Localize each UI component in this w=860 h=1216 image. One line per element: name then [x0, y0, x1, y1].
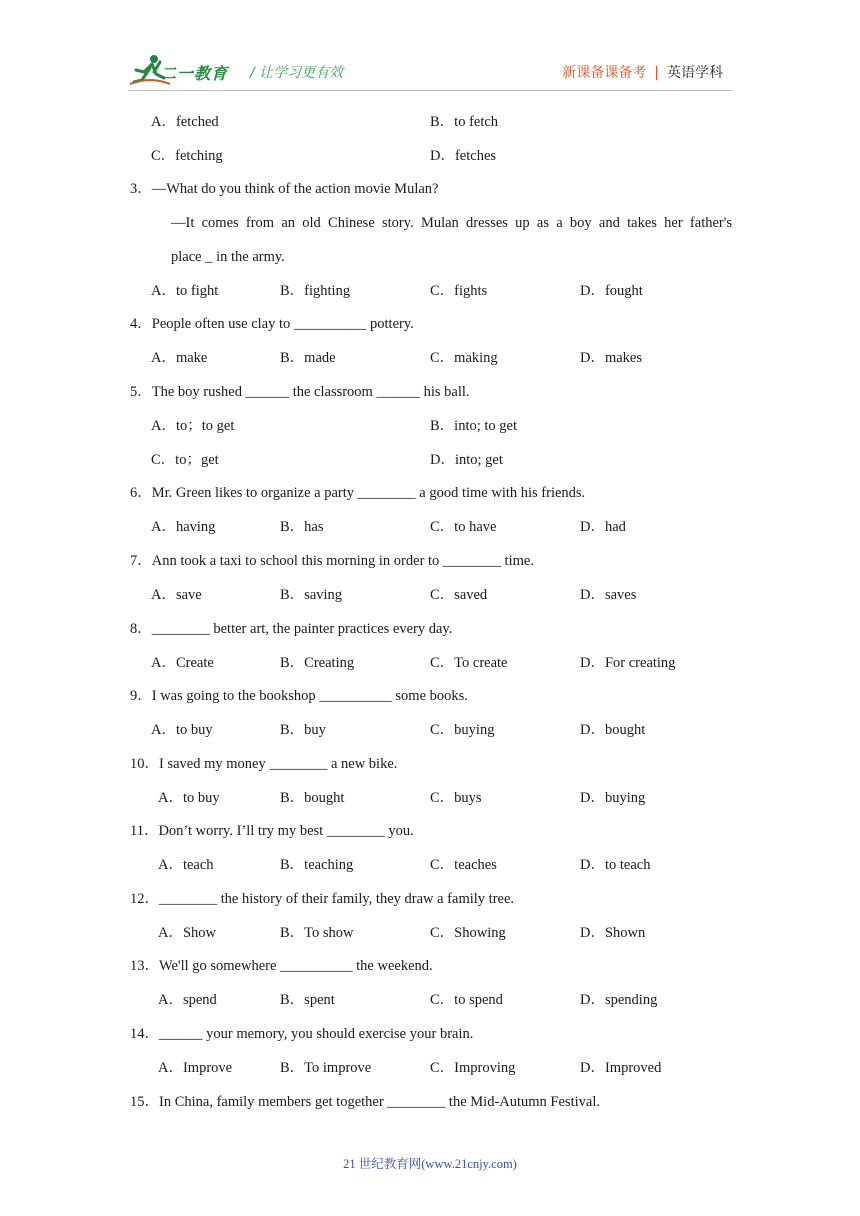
option-b: B．teaching [280, 857, 354, 873]
header-course-info [562, 62, 723, 82]
option-a: A．teach [158, 857, 214, 873]
page-header [0, 0, 860, 96]
option-a: A．save [151, 587, 202, 603]
option-a: A．to；to get [151, 418, 235, 434]
question-stem: 7．Ann took a taxi to school this morning in order to ________ time. [130, 553, 534, 569]
question-stem: 14．______ your memory, you should exercise your brain. [130, 1026, 474, 1042]
option-a: A．fetched [151, 114, 219, 130]
header-divider [128, 90, 732, 91]
question-stem: 4．People often use clay to __________ pottery. [130, 316, 414, 332]
question-stem: 8．________ better art, the painter practices every day. [130, 621, 453, 637]
option-d: D．fetches [430, 148, 497, 164]
header-slogan: / 让学习更有效 [250, 65, 344, 81]
option-a: A．Create [151, 655, 214, 671]
option-d: D．buying [580, 790, 646, 806]
option-d: D．to teach [580, 857, 651, 873]
option-c: C．fetching [151, 148, 223, 164]
option-b: B．Creating [280, 655, 355, 671]
option-a: A．make [151, 350, 208, 366]
option-a: A．Show [158, 925, 217, 941]
option-c: C．buys [430, 790, 482, 806]
option-c: C．to spend [430, 992, 503, 1008]
option-b: B．buy [280, 722, 326, 738]
option-b: B．To show [280, 925, 354, 941]
option-b: B．made [280, 350, 336, 366]
question-stem: 11．Don’t worry. I’ll try my best ________ you. [130, 823, 414, 839]
question-dialog-line: place _ in the army. [171, 249, 285, 265]
option-c: C．to have [430, 519, 497, 535]
option-b: B．to fetch [430, 114, 499, 130]
page-footer: 21 世纪教育网(www.21cnjy.com) [343, 1157, 517, 1171]
header-course: 新课备课备考 [562, 65, 647, 81]
option-c: C．saved [430, 587, 488, 603]
option-d: D．Improved [580, 1060, 662, 1076]
option-b: B．bought [280, 790, 345, 806]
option-d: D．spending [580, 992, 658, 1008]
question-stem: 3．—What do you think of the action movie Mulan? [130, 181, 439, 197]
question-stem: 5．The boy rushed ______ the classroom ______ his ball. [130, 384, 470, 400]
option-a: A．spend [158, 992, 217, 1008]
option-c: C．making [430, 350, 498, 366]
option-b: B．fighting [280, 283, 351, 299]
question-stem: 15．In China, family members get together ________ the Mid-Autumn Festival. [130, 1094, 600, 1110]
option-b: B．spent [280, 992, 335, 1008]
option-d: D．into; get [430, 452, 503, 468]
option-d: D．Shown [580, 925, 646, 941]
option-d: D．For creating [580, 655, 676, 671]
option-c: C．teaches [430, 857, 497, 873]
option-c: C．fights [430, 283, 488, 299]
question-dialog-line: —It comes from an old Chinese story. Mulan dresses up as a boy and takes her father's [171, 215, 732, 231]
option-c: C．To create [430, 655, 508, 671]
option-b: B．saving [280, 587, 343, 603]
option-d: D．bought [580, 722, 646, 738]
header-separator: | [654, 65, 659, 81]
option-a: A．to buy [151, 722, 213, 738]
option-c: C．to；get [151, 452, 219, 468]
logo-text: 二一教育 [160, 64, 229, 83]
option-a: A．to fight [151, 283, 219, 299]
option-d: D．saves [580, 587, 637, 603]
option-b: B．into; to get [430, 418, 517, 434]
option-b: B．To improve [280, 1060, 372, 1076]
option-b: B．has [280, 519, 324, 535]
option-a: A．Improve [158, 1060, 233, 1076]
option-d: D．makes [580, 350, 643, 366]
option-c: C．Showing [430, 925, 506, 941]
option-a: A．having [151, 519, 216, 535]
question-stem: 12．________ the history of their family, they draw a family tree. [130, 891, 515, 907]
header-subject: 英语学科 [667, 65, 723, 81]
option-d: D．had [580, 519, 626, 535]
question-stem: 10．I saved my money ________ a new bike. [130, 756, 398, 772]
option-a: A．to buy [158, 790, 220, 806]
option-c: C．buying [430, 722, 495, 738]
question-stem: 13．We'll go somewhere __________ the weekend. [130, 958, 433, 974]
question-stem: 6．Mr. Green likes to organize a party ________ a good time with his friends. [130, 485, 586, 501]
option-d: D．fought [580, 283, 643, 299]
question-stem: 9．I was going to the bookshop __________ some books. [130, 688, 468, 704]
option-c: C．Improving [430, 1060, 516, 1076]
logo [130, 54, 242, 90]
